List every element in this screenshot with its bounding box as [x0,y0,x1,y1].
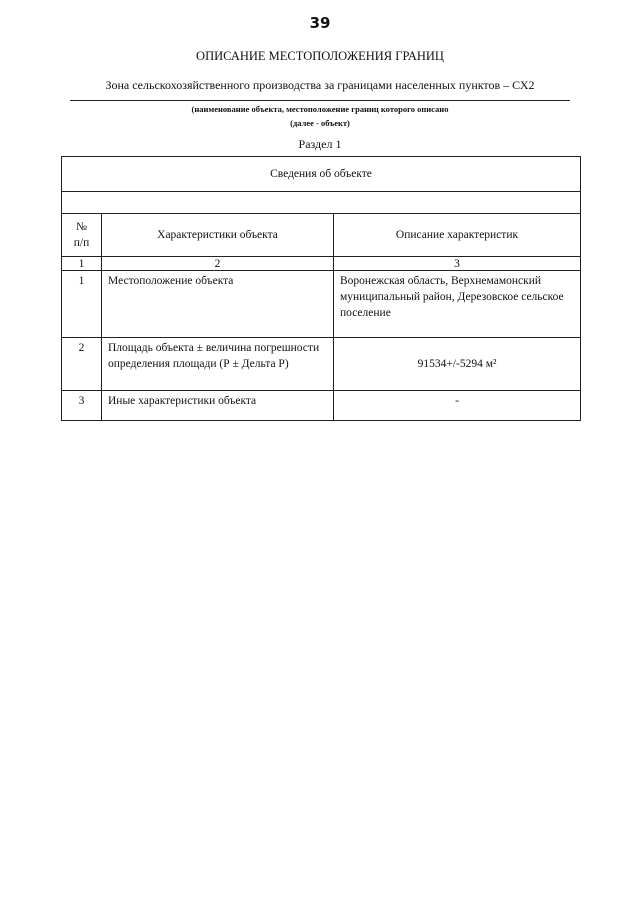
col-index-1: 1 [62,257,102,270]
col-index-2: 2 [102,257,334,270]
row-3-characteristic: Иные характеристики объекта [102,391,334,420]
caption-line-1: (наименование объекта, местоположение границ которого описано [191,104,449,114]
row-1-num: 1 [62,271,102,337]
row-1-characteristic: Местоположение объекта [102,271,334,337]
table-spacer-row [62,191,580,213]
row-3-num: 3 [62,391,102,420]
table-header: Сведения об объекте [270,168,372,180]
page-number: 39 [309,14,331,32]
row-1-description: Воронежская область, Верхнемамонский муниципальный район, Дерезовское сельское поселение [340,275,564,319]
row-2-num: 2 [62,338,102,390]
section-title: Раздел 1 [298,137,342,151]
col-index-3: 3 [454,258,460,270]
column-header-row [62,213,580,256]
table-row [62,390,580,420]
table-header-row [62,157,580,191]
column-index-row [62,256,580,270]
table-row [62,337,580,390]
col-header-num: № п/п [62,214,102,256]
row-2-description: 91534+/-5294 м² [417,358,497,370]
object-name-underline [70,100,570,101]
col-header-characteristic: Характеристики объекта [102,214,334,256]
row-3-description: - [455,395,459,407]
object-caption [70,102,570,130]
caption-line-2: (далее - объект) [290,118,350,128]
object-info-table [61,156,581,421]
row-2-characteristic: Площадь объекта ± величина погрешности определения площади (Р ± Дельта Р) [102,338,334,390]
document-title: ОПИСАНИЕ МЕСТОПОЛОЖЕНИЯ ГРАНИЦ [196,49,444,63]
object-name: Зона сельскохозяйственного производства за границами населенных пунктов – СХ2 [105,78,535,92]
table-row [62,270,580,337]
col-header-description: Описание характеристик [395,229,519,241]
